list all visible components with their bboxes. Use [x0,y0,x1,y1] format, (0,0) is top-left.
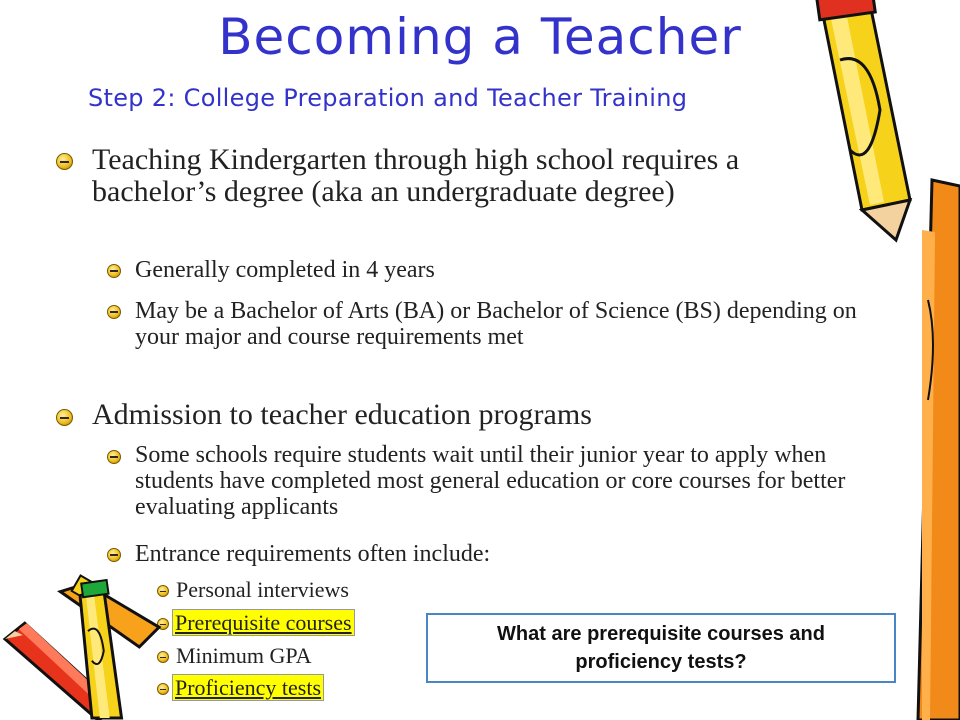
list-item: May be a Bachelor of Arts (BA) or Bachelor of Science (BS) depending on your major and course requirements met [135,298,857,350]
highlighted-term[interactable]: Proficiency tests [172,674,324,701]
list-item: Some schools require students wait until their junior year to apply when students have completed most general education or core courses for better evaluating applicants [135,442,846,520]
bullet-icon [56,153,73,170]
list-item: Personal interviews [176,577,349,602]
bullet-icon [107,548,121,562]
list-item: Minimum GPA [176,643,312,668]
pencil-top-icon [817,0,910,240]
list-item [172,676,324,699]
bullet-icon [107,305,121,319]
pencil-clipart-icon [810,0,960,720]
list-item: Generally completed in 4 years [135,257,435,283]
list-item: Teaching Kindergarten through high school requires a bachelor’s degree (aka an undergraduate degree) [92,143,740,208]
callout-text: What are prerequisite courses and proficiency tests? [497,623,825,673]
highlighted-term[interactable]: Prerequisite courses [172,609,355,636]
slide-title: Becoming a Teacher [218,8,742,66]
crayon-clipart-icon [0,562,170,720]
list-item: Entrance requirements often include: [135,541,491,567]
bullet-icon [107,264,121,278]
bullet-icon [56,409,73,426]
list-item: Admission to teacher education programs [92,398,592,431]
list-item [172,611,355,634]
pencil-long-icon [918,180,960,720]
bullet-icon [107,450,121,464]
slide-subtitle: Step 2: College Preparation and Teacher Training [88,84,688,112]
